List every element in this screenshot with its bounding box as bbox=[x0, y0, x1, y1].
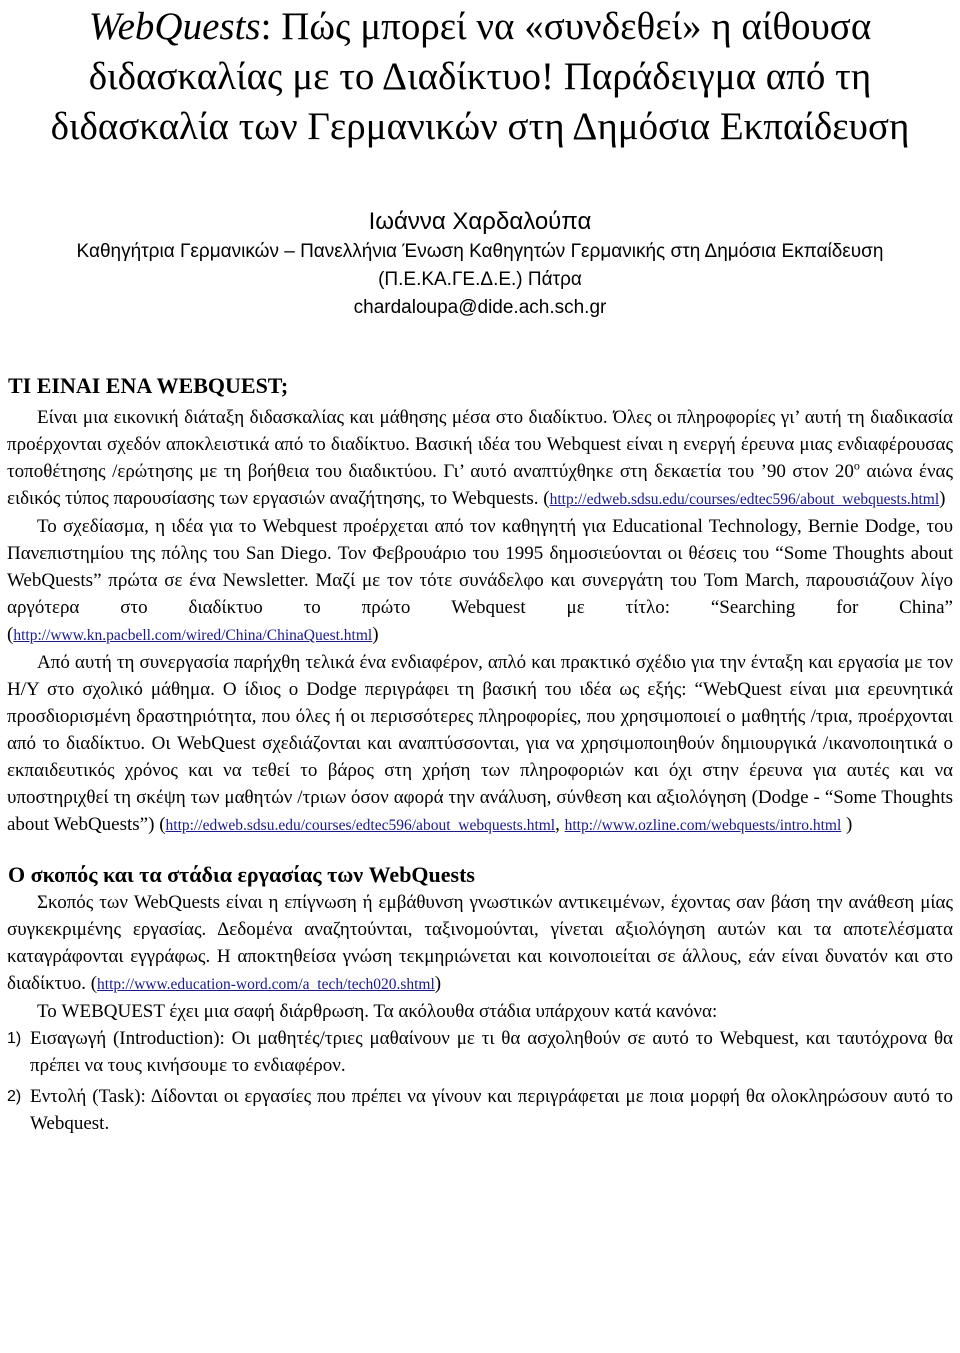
s1p3-sep: , bbox=[555, 814, 565, 835]
list-item-number: 2) bbox=[7, 1088, 22, 1105]
s1p3-close: ) bbox=[841, 814, 853, 835]
list-item-number: 1) bbox=[7, 1030, 22, 1047]
s2p1-text: Σκοπός των WebQuests είναι η επίγνωση ή εμβάθυνση γνωστικών αντικειμένων, έχοντας σαν βάση την ανάθεση μίας συγκεκριμένης εργασίας. Δεδομένα αναζητούνται, ταξινομούνται, γίνεται αξιολόγηση αυτών και τα αποτελέσματα καταγράφονται εγγράφως. Η αποκτηθείσα γνώση τεκμηριώνεται και κοινοποιείται σε άλλους, εάν είναι δυνατόν και στο διαδίκτυο. bbox=[7, 892, 953, 994]
s1p1-open: ( bbox=[543, 488, 550, 509]
list-item-text: Εντολή (Task): Δίδονται οι εργασίες που πρέπει να γίνουν και περιγράφεται με ποια μορφή θα ολοκληρώσουν αυτό το Webquest. bbox=[30, 1086, 953, 1134]
section1-heading: ΤΙ ΕΙΝΑΙ ΕΝΑ WEBQUEST; bbox=[8, 373, 289, 398]
s1p1-text2: αιώνα ένας ειδικός τύπος παρουσίασης των εργασιών αναζήτησης, το Webquests. bbox=[7, 461, 954, 509]
s1p3-open: ( bbox=[159, 814, 166, 835]
section1-paragraph2 bbox=[7, 513, 953, 649]
link-edweb-webquests[interactable]: http://edweb.sdsu.edu/courses/edtec596/about_webquests.html bbox=[549, 491, 940, 508]
s1p2-close: ) bbox=[372, 624, 379, 645]
s2p1-open: ( bbox=[90, 973, 98, 994]
section1-paragraph1 bbox=[7, 404, 953, 513]
s1p1-close: ) bbox=[939, 488, 946, 509]
s1p1-text: Είναι μια εικονική διάταξη διδασκαλίας και μάθησης μέσα στο διαδίκτυο. Όλες οι πληροφορίες γι’ αυτή τη διαδικασία προέρχονται σχεδόν αποκλειστικά από το διαδίκτυο. Βασική ιδέα του Webquest είναι η ενεργή έρευνα μιας ενδιαφέρουσας τοποθέτησης /ερώτησης με τη βοήθεια του διαδικτύου. Γι’ αυτό αναπτύχθηκε στη δεκαετία του ’90 στον 20 bbox=[7, 407, 953, 482]
author-name: Ιωάννα Χαρδαλούπα bbox=[368, 208, 592, 235]
s1p1-superscript: ο bbox=[853, 458, 860, 473]
link-edweb-webquests-2[interactable]: http://edweb.sdsu.edu/courses/edtec596/about_webquests.html bbox=[165, 817, 556, 834]
author-email: chardaloupa@dide.ach.sch.gr bbox=[353, 297, 607, 318]
list-item-text: Εισαγωγή (Introduction): Οι μαθητές/τριες μαθαίνουν με τι θα ασχοληθούν σε αυτό το Webquest, και ταυτόχρονα θα πρέπει να τους κινήσουμε το ενδιαφέρον. bbox=[30, 1028, 953, 1076]
title-webquests: WebQuests bbox=[88, 5, 261, 48]
s1p2-text: Το σχεδίασμα, η ιδέα για το Webquest προέρχεται από τον καθηγητή για Educational Technology, Bernie Dodge, του Πανεπιστημίου της πόλης του San Diego. Τον Φεβρουάριο του 1995 δημοσιεύονται οι θέσεις του “Some Thoughts about WebQuests” πρώτα σε ένα Newsletter. Μαζί με τον τότε συνάδελφο και συνεργάτη του Tom March, παρουσιάζουν λίγο αργότερα στο διαδίκτυο το πρώτο Webquest με τίτλο: “Searching for China” bbox=[7, 516, 953, 618]
s1p3-text: Από αυτή τη συνεργασία παρήχθη τελικά ένα ενδιαφέρον, απλό και πρακτικό σχέδιο για την ένταξη και εργασία με τον Η/Υ στο σχολικό μάθημα. Ο ίδιος ο Dodge περιγράφει τη βασική του ιδέα ως εξής: “WebQuest είναι μια ερευνητικά προσδιορισμένη δραστηριότητα, που όλες ή οι περισσότερες πληροφορίες, που χρησιμοποιεί ο μαθητής /τρια, προέρχονται από το διαδίκτυο. Οι WebQuest σχεδιάζονται και αναπτύσσονται, για να χρησιμοποιηθούν δημιουργικά /ικανοποιητικά ο εκπαιδευτικός χρόνος και να τεθεί το βάρος στη χρήση των πληροφοριών και όχι στην έρευνα για αυτές και να υποστηριχθεί τη σκέψη των μαθητών /τριων όσον αφορά την ανάλυση, σύνθεση και αξιολόγηση (Dodge - “Some Thoughts about WebQuests”) bbox=[7, 652, 953, 835]
author-affiliation: Καθηγήτρια Γερμανικών – Πανελλήνια Ένωση Καθηγητών Γερμανικής στη Δημόσια Εκπαίδευση bbox=[76, 241, 884, 262]
section1-paragraph3 bbox=[7, 649, 953, 839]
s2p1-close: ) bbox=[434, 973, 442, 994]
section2-paragraph1 bbox=[7, 889, 953, 998]
list-item bbox=[7, 1025, 953, 1079]
document-title bbox=[0, 0, 960, 152]
link-ozline-intro[interactable]: http://www.ozline.com/webquests/intro.html bbox=[564, 817, 842, 834]
title-rest: : Πώς μπορεί να «συνδεθεί» η αίθουσα διδασκαλίας με το Διαδίκτυο! Παράδειγμα από τη διδασκαλία των Γερμανικών στη Δημόσια Εκπαίδευση bbox=[50, 5, 910, 148]
section2-paragraph2: Το WEBQUEST έχει μια σαφή διάρθρωση. Τα ακόλουθα στάδια υπάρχουν κατά κανόνα: bbox=[37, 1001, 718, 1022]
list-item bbox=[7, 1083, 953, 1137]
link-chinaquest[interactable]: http://www.kn.pacbell.com/wired/China/ChinaQuest.html bbox=[13, 627, 373, 644]
link-education-word[interactable]: http://www.education-word.com/a_tech/tech020.shtml bbox=[97, 976, 435, 993]
section2-heading: Ο σκοπός και τα στάδια εργασίας των WebQuests bbox=[8, 862, 475, 887]
s1p2-open: ( bbox=[7, 624, 14, 645]
author-block bbox=[0, 206, 960, 322]
author-city: (Π.Ε.ΚΑ.ΓΕ.Δ.Ε.) Πάτρα bbox=[378, 269, 582, 290]
